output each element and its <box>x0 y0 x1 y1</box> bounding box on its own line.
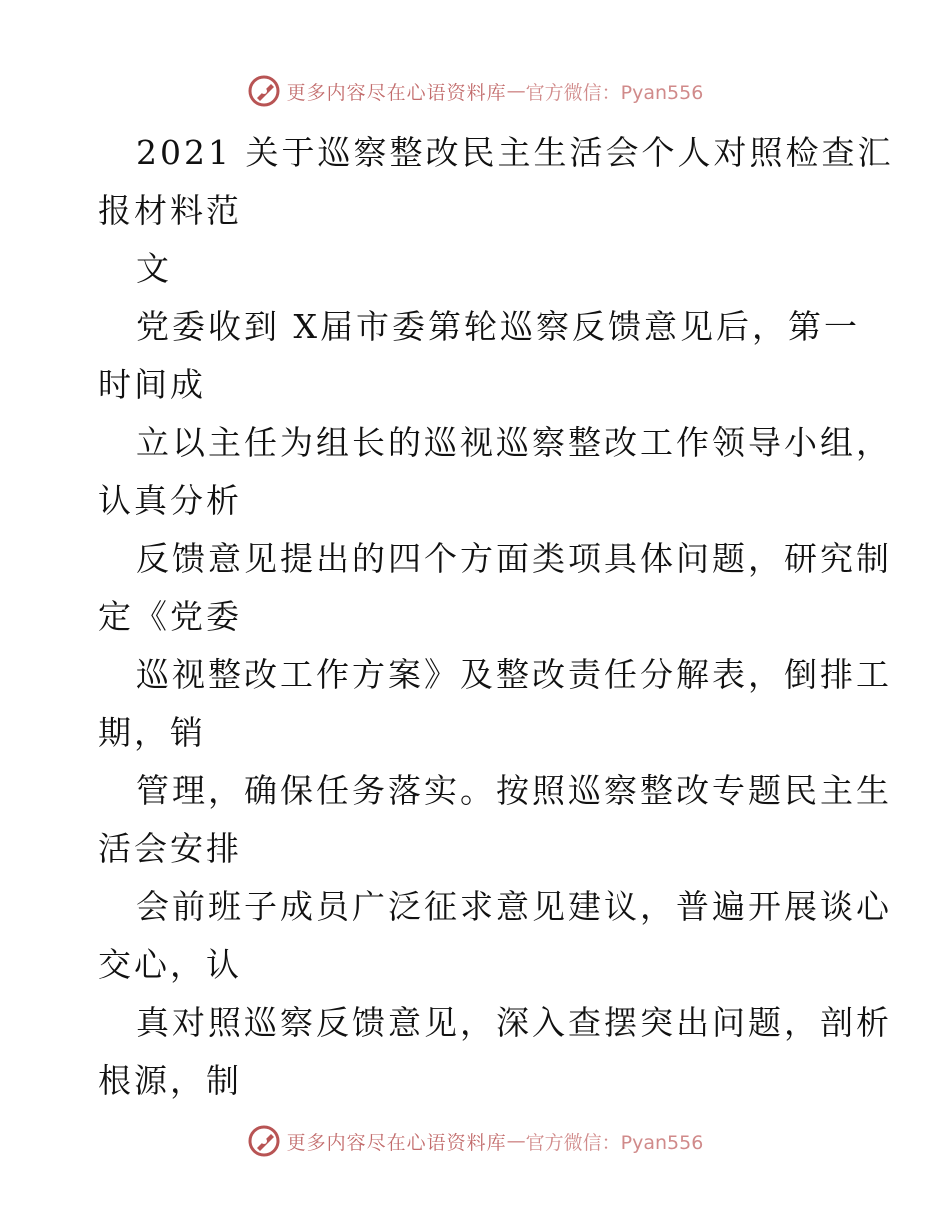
watermark-dash: — <box>506 1130 526 1152</box>
watermark-brand: 更多内容尽在心语资料库 <box>286 1131 507 1154</box>
text-line: 时间成 <box>98 365 206 404</box>
text-line: 活会安排 <box>98 829 242 868</box>
text-line: 认真分析 <box>98 481 242 520</box>
text-line: 根源，制 <box>98 1061 242 1100</box>
watermark-contact: 官方微信：Pyan556 <box>525 81 704 104</box>
text-line: 巡视整改工作方案》及整改责任分解表，倒排工 <box>136 655 892 694</box>
text-line: 管理，确保任务落实。按照巡察整改专题民主生 <box>136 771 892 810</box>
text-line: 交心，认 <box>98 945 242 984</box>
text-line: 立以主任为组长的巡视巡察整改工作领导小组， <box>136 423 892 462</box>
watermark-contact: 官方微信：Pyan556 <box>525 1131 704 1154</box>
text-line: 党委收到 X届市委第轮巡察反馈意见后，第一 <box>136 307 860 346</box>
watermark-dash: — <box>506 80 526 102</box>
text-line: 真对照巡察反馈意见，深入查摆突出问题，剖析 <box>136 1003 892 1042</box>
text-line: 定《党委 <box>98 597 242 636</box>
text-line: 报材料范 <box>98 191 242 230</box>
text-line: 文 <box>136 249 172 288</box>
document-body <box>98 124 894 1110</box>
text-line: 2021 关于巡察整改民主生活会个人对照检查汇 <box>136 133 894 172</box>
text-line: 期，销 <box>98 713 206 752</box>
watermark-brand: 更多内容尽在心语资料库 <box>286 81 507 104</box>
text-line: 会前班子成员广泛征求意见建议，普遍开展谈心 <box>136 887 892 926</box>
text-line: 反馈意见提出的四个方面类项具体问题，研究制 <box>136 539 892 578</box>
pen-logo-icon <box>247 1124 281 1158</box>
pen-logo-icon <box>247 74 281 108</box>
header-watermark <box>0 74 950 108</box>
footer-watermark <box>0 1124 950 1158</box>
